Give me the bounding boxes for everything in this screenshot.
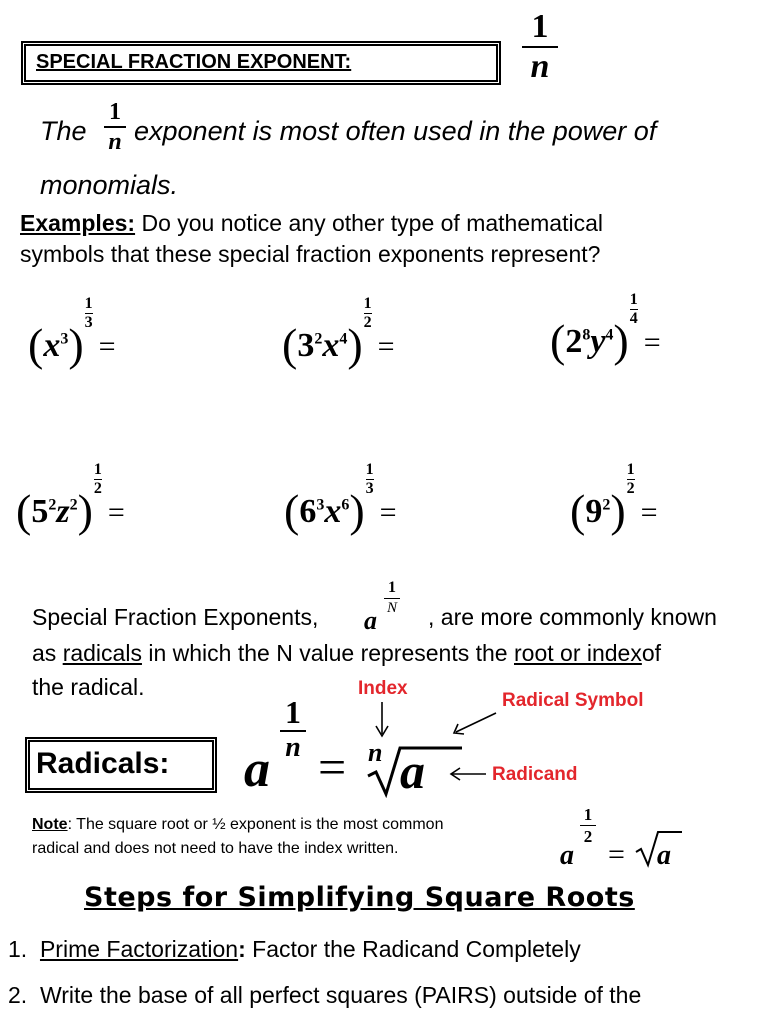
special-line1-post: , are more commonly known <box>428 604 717 630</box>
radicand-arrow <box>448 766 488 782</box>
radicand-label: Radicand <box>492 764 578 785</box>
intro-line2: monomials. <box>40 170 179 200</box>
note-radicand: a <box>657 840 671 871</box>
problem-1: $(x^3)$ $\frac{1}{3}$ = <box>28 295 116 370</box>
title-frac-den: n <box>530 47 550 85</box>
problem-3: $(2^8y^4)$ $\frac{1}{4}$ = <box>550 291 661 366</box>
special-a: a <box>364 606 377 635</box>
examples-text <box>20 210 603 237</box>
page-title: SPECIAL FRACTION EXPONENT: <box>36 51 352 73</box>
note-equals: = <box>608 838 625 871</box>
title-frac-num: 1 <box>531 8 549 45</box>
problem-2: $(3^2x^4)$ $\frac{1}{2}$ = <box>282 295 395 370</box>
steps-heading: Steps for Simplifying Square Roots <box>84 882 635 913</box>
radicals-label: Radicals: <box>36 747 170 780</box>
problem-6: $(9^2)$ $\frac{1}{2}$ = <box>570 461 658 536</box>
intro-pre: The <box>40 116 87 146</box>
radicand: a <box>400 743 425 799</box>
step-1-underlined: Prime Factorization <box>39 936 239 962</box>
special-line1-pre: Special Fraction Exponents, <box>32 604 319 630</box>
note-line1: Note: The square root or ½ exponent is the most common <box>32 816 444 833</box>
index-label: Index <box>358 678 408 699</box>
radical-fraction: 1 n <box>280 696 306 762</box>
radicals-link-word: radicals <box>62 640 142 666</box>
special-line2: as radicals in which the N value represents the root or indexof <box>32 640 662 666</box>
special-fraction: 1 N <box>384 580 400 616</box>
root-index-word: root or index <box>514 640 642 666</box>
radicals-box <box>28 740 214 790</box>
examples-line2: symbols that these special fraction exponents represent? <box>20 241 601 267</box>
note-bold: Note <box>32 816 68 833</box>
intro-frac-den: n <box>108 128 122 155</box>
problem-4: $(5^2z^2)$ $\frac{1}{2}$ = <box>16 461 125 536</box>
examples-heading: Examples: <box>20 210 136 236</box>
examples-line1: Do you notice any other type of mathematical <box>141 210 603 236</box>
step-2: 2. Write the base of all perfect squares (PAIRS) outside of the <box>8 982 642 1008</box>
intro-line <box>40 116 87 147</box>
problem-5: $(6^3x^6)$ $\frac{1}{3}$ = <box>284 461 397 536</box>
note-a: a <box>560 840 574 871</box>
title-box <box>24 44 498 82</box>
index-arrow <box>372 700 392 740</box>
intro-fraction <box>104 100 126 154</box>
note-line2: radical and does not need to have the index written. <box>32 840 399 857</box>
note-fraction: 1 2 <box>580 806 596 845</box>
intro-post: exponent is most often used in the power of <box>134 116 657 146</box>
intro-frac-num: 1 <box>109 99 121 125</box>
radical-a: a <box>244 741 270 798</box>
radical-symbol-label: Radical Symbol <box>502 690 644 711</box>
special-line3: the radical. <box>32 674 145 700</box>
radical-index: n <box>368 738 383 767</box>
title-fraction <box>522 10 558 84</box>
step-1: 1. Prime Factorization: Factor the Radicand Completely <box>8 936 581 962</box>
radical-equals: = <box>318 739 347 795</box>
radical-symbol-arrow <box>450 710 500 738</box>
